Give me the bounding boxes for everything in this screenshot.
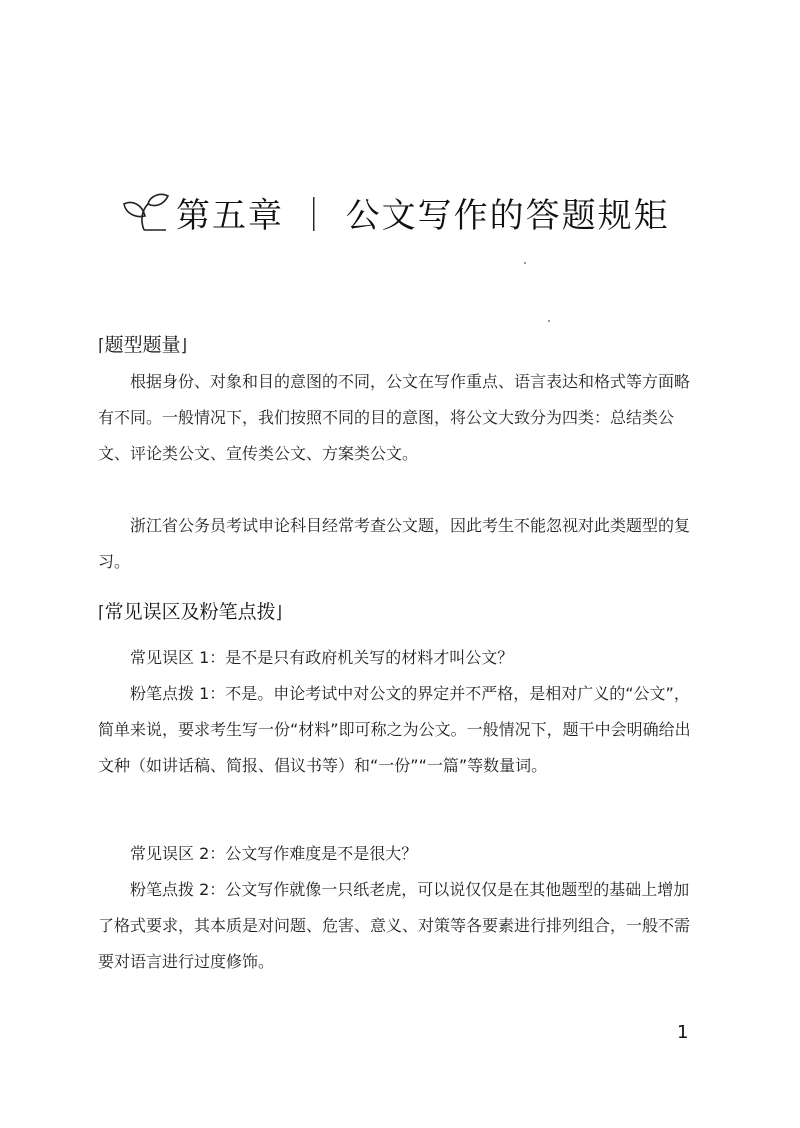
scan-speck (524, 262, 526, 264)
misconception-answer-2: 粉笔点拨 2：公文写作就像一只纸老虎，可以说仅仅是在其他题型的基础上增加了格式要求，其本质是对问题、危害、意义、对策等各要素进行排列组合，一般不需要对语言进行过度修饰。 (98, 880, 691, 971)
paragraph-zhejiang: 浙江省公务员考试申论科目经常考查公文题，因此考生不能忽视对此类题型的复习。 (98, 516, 691, 571)
section-heading-question-types: ⌈题型题量⌋ (98, 334, 188, 356)
scan-speck (548, 320, 550, 322)
section-heading-text: 题型题量 (104, 334, 181, 356)
paragraph-intro: 根据身份、对象和目的意图的不同，公文在写作重点、语言表达和格式等方面略有不同。一般情况下，我们按照不同的目的意图，将公文大致分为四类：总结类公文、评论类公文、宣传类公文、方案类公文。 (98, 372, 691, 463)
section-heading-misconceptions: ⌈常见误区及粉笔点拨⌋ (98, 601, 283, 623)
chapter-title (118, 188, 670, 237)
misconception-answer-1: 粉笔点拨 1：不是。申论考试中对公文的界定并不严格，是相对广义的“公文”，简单来说，要求考生写一份“材料”即可称之为公文。一般情况下，题干中会明确给出文种（如讲话稿、简报、倡议书等）和“一份”“一篇”等数量词。 (98, 684, 691, 775)
sprout-icon (118, 190, 172, 236)
misconception-question-1: 常见误区 1：是不是只有政府机关写的材料才叫公文？ (130, 648, 514, 667)
misconception-question-2: 常见误区 2：公文写作难度是不是很大？ (130, 844, 418, 863)
section-heading-text: 常见误区及粉笔点拨 (104, 601, 276, 623)
page-number: 1 (677, 1022, 689, 1043)
chapter-title-text: 第五章 ｜ 公文写作的答题规矩 (176, 196, 670, 236)
